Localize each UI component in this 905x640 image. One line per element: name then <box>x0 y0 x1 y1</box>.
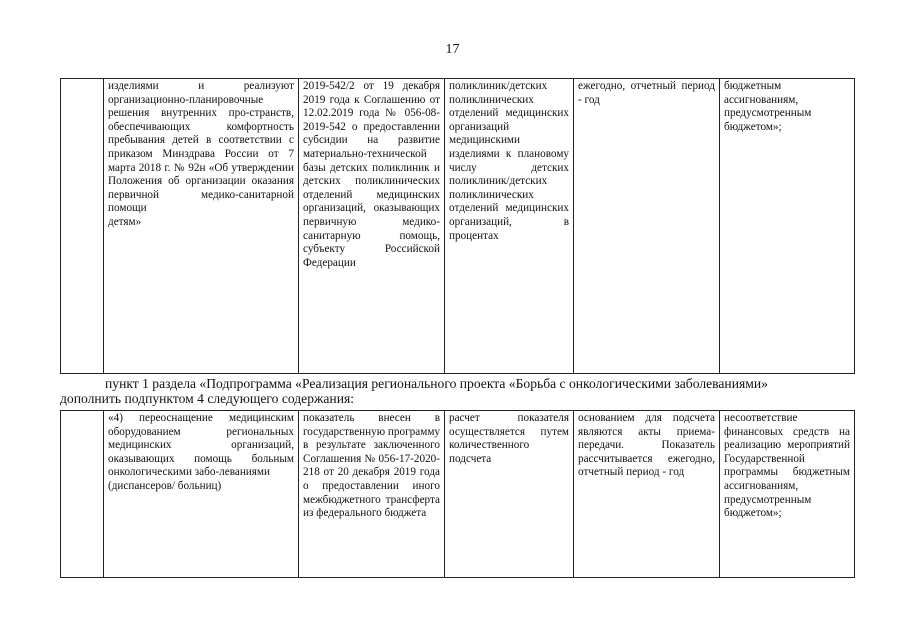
table-cell-number <box>61 79 104 374</box>
table-row <box>61 411 855 578</box>
table-cell-source: 2019-542/2 от 19 декабря 2019 года к Соглашению от 12.02.2019 года № 056-08-2019-542 о предоставлении субсидии на развитие материально-технической базы детских поликлиник и детских поликлинических отделений медицинских организаций, оказывающих первичную медико-санитарную помощь, субъекту Российской Федерации <box>299 79 445 374</box>
table-cell-basis: основанием для подсчета являются акты приема-передачи. Показатель рассчитывается ежегодно, отчетный период - год <box>574 411 720 578</box>
table-cell-method: поликлиник/детских поликлинических отделений медицинских организаций медицинскими изделиями к плановому числу детских поликлиник/детских поликлинических отделений медицинских организаций, в процентах <box>445 79 574 374</box>
indicator-table-continued <box>60 78 855 374</box>
table-cell-basis: ежегодно, отчетный период - год <box>574 79 720 374</box>
table-cell-method: расчет показателя осуществляется путем количественного подсчета <box>445 411 574 578</box>
table-cell-risk: бюджетным ассигнованиям, предусмотренным бюджетом»; <box>720 79 855 374</box>
table-row <box>61 79 855 374</box>
table-cell-number <box>61 411 104 578</box>
amendment-text-line1: пункт 1 раздела «Подпрограмма «Реализация регионального проекта «Борьба с онкологическими заболеваниями» <box>105 376 768 391</box>
indicator-table-new-subitem <box>60 410 855 578</box>
page-number: 17 <box>445 42 460 57</box>
amendment-text-line2: дополнить подпунктом 4 следующего содержания: <box>60 391 355 406</box>
table-cell-indicator: изделиями и реализуют организационно-планировочные решения внутренних про-странств, обеспечивающих комфортность пребывания детей в соответствии с приказом Минздрава России от 7 марта 2018 г. № 92н «Об утверждении Положения об организации оказания первичной медико-санитарной помощи детям» <box>104 79 299 374</box>
table-cell-indicator: «4) переоснащение медицинским оборудованием региональных медицинских организаций, оказывающих помощь больным онкологическими забо-леваниями (диспансеров/ больниц) <box>104 411 299 578</box>
table-cell-risk: несоответствие финансовых средств на реализацию мероприятий Государственной программы бюджетным ассигнованиям, предусмотренным бюджетом»; <box>720 411 855 578</box>
table-cell-source: показатель внесен в государственную программу в результате заключенного Соглашения № 056-17-2020-218 от 20 декабря 2019 года о предоставлении иного межбюджетного трансферта из федерального бюджета <box>299 411 445 578</box>
